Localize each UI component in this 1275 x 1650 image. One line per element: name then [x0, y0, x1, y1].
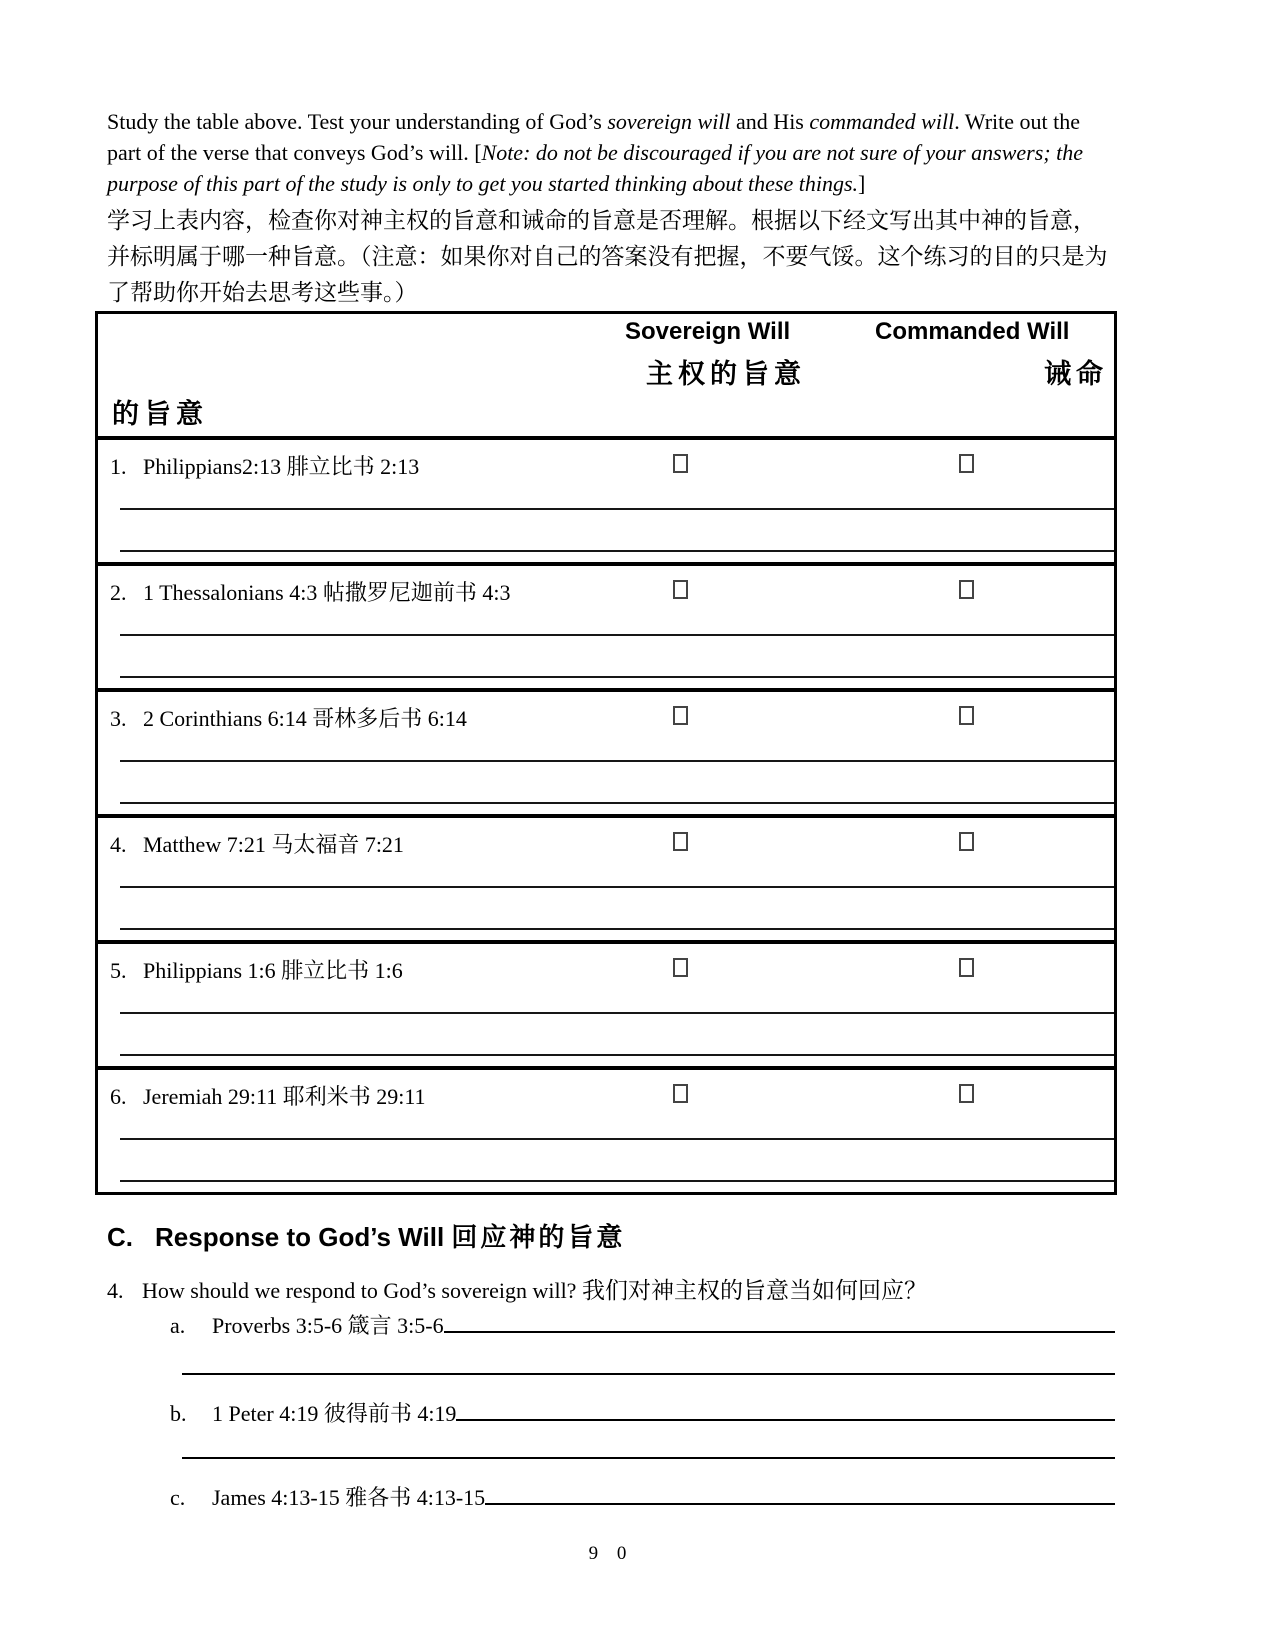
commanded-will-checkbox[interactable] [959, 958, 974, 977]
intro-text: ] [858, 171, 866, 196]
subitem-letter: b. [170, 1401, 187, 1426]
answer-line[interactable] [182, 1373, 1115, 1375]
subitem-a [107, 1311, 1115, 1341]
header-sovereign-will-english: Sovereign Will [625, 318, 791, 345]
commanded-will-checkbox[interactable] [959, 832, 974, 851]
intro-italic-sovereign-will: sovereign will [607, 109, 731, 134]
row-number: 3. [110, 706, 127, 731]
commanded-will-checkbox[interactable] [959, 1084, 974, 1103]
row-number: 5. [110, 958, 127, 983]
header-commanded-will-chinese: 诫命 [1044, 359, 1108, 389]
answer-line[interactable] [120, 886, 1114, 888]
intro-paragraph-chinese: 学习上表内容，检查你对神主权的旨意和诫命的旨意是否理解。根据以下经文写出其中神的旨意，并标明属于哪一种旨意。（注意：如果你对自己的答案没有把握，不要气馁。这个练习的目的只是为了帮助你开始去思考这些事。） [107, 208, 1108, 305]
row-number: 4. [110, 832, 127, 857]
subitem-reference: James 4:13-15 雅各书 4:13-15 [212, 1485, 486, 1510]
table-row [98, 562, 1114, 688]
answer-line[interactable] [120, 676, 1114, 678]
question-4 [107, 1272, 1115, 1305]
section-heading-chinese: 回应神的旨意 [451, 1223, 626, 1252]
header-commanded-will-english: Commanded Will [875, 318, 1070, 345]
answer-line[interactable] [120, 1180, 1114, 1182]
answer-line[interactable] [120, 1054, 1114, 1056]
answer-line[interactable] [120, 928, 1114, 930]
row-reference-text: 2 Corinthians 6:14 哥林多后书 6:14 [143, 706, 467, 731]
intro-paragraph-english [107, 106, 1115, 199]
answer-line[interactable] [120, 1012, 1114, 1014]
section-heading-english: Response to God’s Will [155, 1222, 452, 1252]
answer-line[interactable] [182, 1457, 1115, 1459]
commanded-will-checkbox[interactable] [959, 580, 974, 599]
verse-reference [110, 954, 403, 985]
row-reference-text: Philippians2:13 腓立比书 2:13 [143, 454, 420, 479]
sovereign-will-checkbox[interactable] [673, 454, 688, 473]
verse-reference [110, 450, 419, 481]
wills-table [95, 311, 1117, 1195]
answer-line[interactable] [120, 634, 1114, 636]
intro-text: . Write out the part of the verse that conveys God’s will. [ [107, 109, 1080, 165]
verse-reference [110, 702, 467, 733]
row-reference-text: Matthew 7:21 马太福音 7:21 [143, 832, 404, 857]
verse-reference [110, 576, 510, 607]
subitem-letter: a. [170, 1313, 186, 1338]
sovereign-will-checkbox[interactable] [673, 580, 688, 599]
question-number: 4. [107, 1278, 124, 1303]
sovereign-will-checkbox[interactable] [673, 958, 688, 977]
subitem-c [107, 1483, 1115, 1513]
header-sovereign-will-chinese: 主权的旨意 [646, 359, 806, 389]
row-reference-text: Philippians 1:6 腓立比书 1:6 [143, 958, 403, 983]
subitem-letter: c. [170, 1485, 186, 1510]
table-row [98, 436, 1114, 562]
answer-line[interactable] [120, 508, 1114, 510]
subitem-reference: 1 Peter 4:19 彼得前书 4:19 [212, 1401, 457, 1426]
intro-italic-note: Note: do not be discouraged if you are not sure of your answers; the purpose of this part of the study is only to get you started thinking about these things. [107, 140, 1083, 196]
verse-reference [110, 828, 404, 859]
page-number: 9 0 [588, 1543, 634, 1564]
section-letter: C. [107, 1222, 133, 1252]
table-row [98, 940, 1114, 1066]
verse-reference [110, 1080, 426, 1111]
intro-text: Study the table above. Test your understanding of God’s [107, 109, 608, 134]
subitem-b [107, 1399, 1115, 1429]
answer-line[interactable] [120, 1138, 1114, 1140]
table-header [98, 314, 1114, 436]
answer-line[interactable] [444, 1331, 1115, 1333]
intro-text: and His [730, 109, 810, 134]
answer-line[interactable] [120, 550, 1114, 552]
row-number: 1. [110, 454, 127, 479]
answer-line[interactable] [120, 760, 1114, 762]
intro-italic-commanded-will: commanded will [809, 109, 955, 134]
sovereign-will-checkbox[interactable] [673, 1084, 688, 1103]
table-row [98, 688, 1114, 814]
answer-line[interactable] [456, 1419, 1115, 1421]
subitem-reference: Proverbs 3:5-6 箴言 3:5-6 [212, 1313, 444, 1338]
answer-line[interactable] [120, 802, 1114, 804]
header-commanded-will-chinese-wrapped: 的旨意 [112, 399, 208, 429]
commanded-will-checkbox[interactable] [959, 706, 974, 725]
question-text-chinese: 我们对神主权的旨意当如何回应？ [581, 1278, 927, 1303]
question-text-english: How should we respond to God’s sovereign will? [142, 1278, 582, 1303]
section-c-heading [107, 1217, 1115, 1254]
row-reference-text: 1 Thessalonians 4:3 帖撒罗尼迦前书 4:3 [143, 580, 511, 605]
row-reference-text: Jeremiah 29:11 耶利米书 29:11 [143, 1084, 426, 1109]
table-row [98, 1066, 1114, 1192]
row-number: 6. [110, 1084, 127, 1109]
sovereign-will-checkbox[interactable] [673, 832, 688, 851]
sovereign-will-checkbox[interactable] [673, 706, 688, 725]
table-row [98, 814, 1114, 940]
row-number: 2. [110, 580, 127, 605]
answer-line[interactable] [485, 1503, 1115, 1505]
commanded-will-checkbox[interactable] [959, 454, 974, 473]
